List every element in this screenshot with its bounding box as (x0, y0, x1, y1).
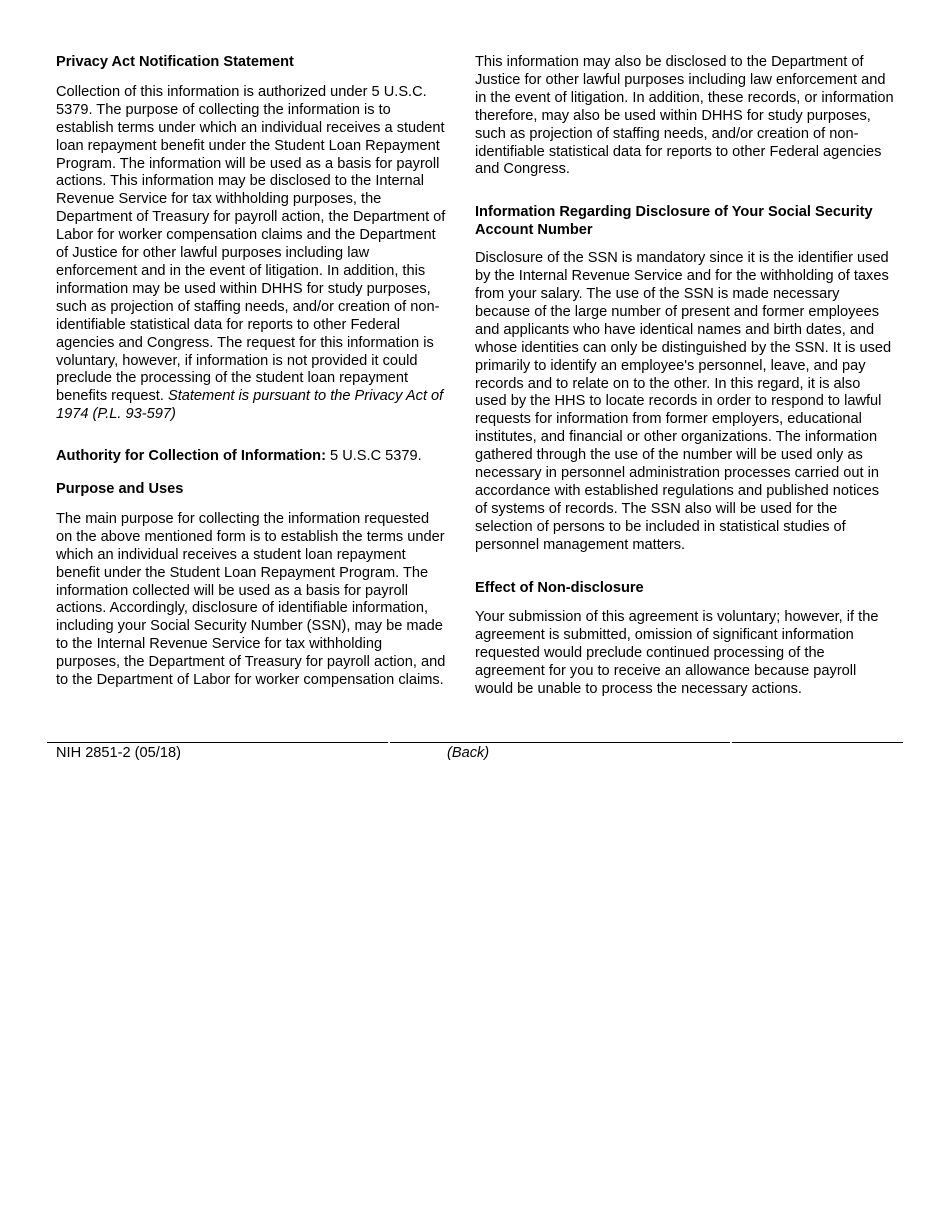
right-column (475, 54, 895, 714)
purpose-heading: Purpose and Uses (56, 481, 184, 498)
privacy-act-body: Collection of this information is authorized under 5 U.S.C. 5379. The purpose of collecting the information is to establish terms under which an individual receives a student loan repayment benefit under the Student Loan Repayment Program. The information will be used as a basis for payroll actions. This information may be disclosed to the Internal Revenue Service for tax withholding purposes, the Department of Treasury for payroll action, the Department of Labor for worker compensation claims and the Department of Justice for other lawful purposes including law enforcement and in the event of litigation. In addition, this information may be used within DHHS for study purposes, such as projection of staffing needs, and/or creation of non-identifiable statistical data for reports to other Federal agencies and Congress. The request for this information is voluntary, however, if information is not provided it could preclude the processing of the student loan repayment benefits request. (56, 83, 446, 405)
purpose-body: The main purpose for collecting the information requested on the above mentioned form is to establish the terms under which an individual receives a student loan repayment benefit under the Student Loan Repayment Program. The information collected will be used as a basis for payroll actions. Accordingly, disclosure of identifiable information, including your Social Security Number (SSN), may be made to the Internal Revenue Service for tax withholding purposes, the Department of Treasury for payroll action, and to the Department of Labor for worker compensation claims. (56, 510, 446, 689)
authority-line (56, 448, 448, 466)
authority-label: Authority for Collection of Information: (56, 448, 326, 465)
disclosure-continuation-body: This information may also be disclosed to the Department of Justice for other lawful purposes including law enforcement and in the event of litigation. In addition, these records, or information therefore, may also be used within DHHS for study purposes, such as projection of staffing needs, and/or creation of non-identifiable statistical data for reports to other Federal agencies and Congress. (475, 54, 894, 178)
nondisclosure-body: Your submission of this agreement is voluntary; however, if the agreement is submitted, omission of significant information requested would preclude continued processing of the agreement for you to receive an allowance because payroll would be unable to process the necessary actions. (475, 609, 879, 698)
privacy-act-heading: Privacy Act Notification Statement (56, 54, 294, 70)
privacy-act-citation: Statement is pursuant to the Privacy Act of 1974 (P.L. 93-597) (56, 388, 444, 423)
ssn-heading: Information Regarding Disclosure of Your Social Security Account Number (475, 204, 873, 239)
nondisclosure-heading: Effect of Non-disclosure (475, 579, 644, 596)
left-column (56, 54, 448, 705)
privacy-act-paragraph (56, 84, 448, 424)
authority-value: 5 U.S.C 5379. (330, 448, 422, 465)
footer-rule-right (732, 742, 903, 743)
form-number: NIH 2851-2 (05/18) (56, 745, 181, 761)
footer-rule-center (390, 742, 730, 743)
ssn-body: Disclosure of the SSN is mandatory since it is the identifier used by the Internal Revenue Service and for the withholding of taxes from your salary. The use of the SSN is made necessary because of the large number of present and former employees and applicants who have identical names and birth dates, and whose identities can only be distinguished by the SSN. It is used primarily to identify an employee's personnel, leave, and pay records and to relate on to the other. In this regard, it is also used by the HHS to locate records in order to respond to lawful requests for information from former employers, educational institutes, and financial or other organizations. The information gathered through the use of the number will be used only as necessary in personnel administration processes carried out in accordance with established regulations and published notices of systems of records. The SSN also will be used for the selection of persons to be included in statistical studies of personnel management matters. (475, 250, 892, 553)
page-side-label: (Back) (447, 745, 490, 761)
footer-rule-left (47, 742, 388, 743)
